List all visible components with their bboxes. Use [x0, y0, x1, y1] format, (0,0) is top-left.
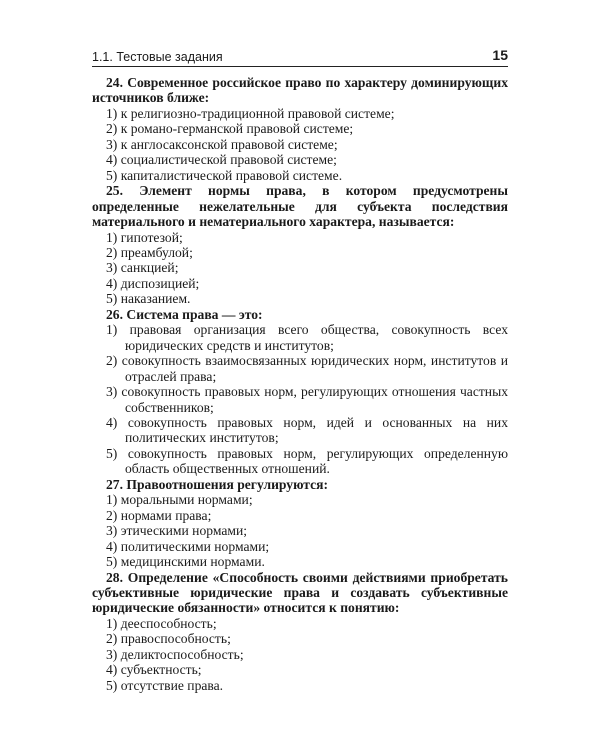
answer-option: 3) этическими нормами;	[106, 523, 248, 539]
page-number: 15	[492, 47, 508, 63]
answer-option: 1) моральными нормами;	[106, 492, 253, 508]
section-title: 1.1. Тестовые задания	[92, 50, 223, 64]
question-title: 28. Определение «Способность своими действиями приобретать субъективные юридические права и создавать субъективные юридические обязанности» относится к понятию:	[92, 569, 508, 616]
answer-option: 1) дееспособность;	[106, 615, 217, 631]
question-title: 26. Система права — это:	[106, 306, 263, 322]
answer-option: 4) диспозицией;	[106, 275, 200, 291]
answer-option: 5) капиталистической правовой системе.	[106, 167, 343, 183]
running-header	[92, 38, 508, 67]
answer-option: 2) правоспособность;	[106, 631, 231, 647]
answer-options	[92, 230, 508, 307]
question-title: 25. Элемент нормы права, в котором предусмотрены определенные нежелательные для субъекта последствия материального и нематериального характера, называется:	[92, 183, 508, 230]
answer-option: 2) к романо-германской правовой системе;	[106, 121, 354, 137]
answer-option: 2) преамбулой;	[106, 244, 193, 260]
question-24	[92, 75, 508, 183]
question-25	[92, 183, 508, 307]
answer-option: 1) гипотезой;	[106, 229, 183, 245]
answer-option: 3) совокупность правовых норм, регулирующих отношения частных собственников;	[106, 384, 508, 415]
question-27	[92, 477, 508, 570]
answer-option: 5) медицинскими нормами.	[106, 554, 265, 570]
answer-options	[92, 106, 508, 183]
question-26	[92, 307, 508, 477]
answer-option: 4) совокупность правовых норм, идей и основанных на них политических институтов;	[106, 414, 508, 446]
answer-option: 5) отсутствие права.	[106, 677, 224, 693]
answer-option: 2) совокупность взаимосвязанных юридических норм, институтов и отраслей права;	[106, 353, 508, 384]
answer-option: 1) правовая организация всего общества, совокупность всех юридических средств и институтов;	[106, 322, 508, 353]
page-content	[92, 75, 508, 693]
answer-options	[92, 322, 508, 477]
answer-option: 2) нормами права;	[106, 507, 212, 523]
question-title: 24. Современное российское право по характеру доминирующих источников ближе:	[92, 75, 508, 106]
answer-option: 3) к англосаксонской правовой системе;	[106, 136, 338, 152]
answer-option: 4) политическими нормами;	[106, 538, 270, 554]
question-28	[92, 570, 508, 694]
question-title: 27. Правоотношения регулируются:	[106, 476, 329, 492]
answer-option: 4) субъектность;	[106, 662, 202, 678]
answer-option: 3) деликтоспособность;	[106, 646, 244, 662]
answer-option: 5) совокупность правовых норм, регулирующих определенную область общественных отношений.	[106, 445, 508, 477]
answer-options	[92, 616, 508, 693]
answer-option: 1) к религиозно-традиционной правовой системе;	[106, 105, 395, 121]
answer-options	[92, 492, 508, 569]
answer-option: 4) социалистической правовой системе;	[106, 152, 337, 168]
answer-option: 5) наказанием.	[106, 291, 191, 307]
answer-option: 3) санкцией;	[106, 260, 179, 276]
